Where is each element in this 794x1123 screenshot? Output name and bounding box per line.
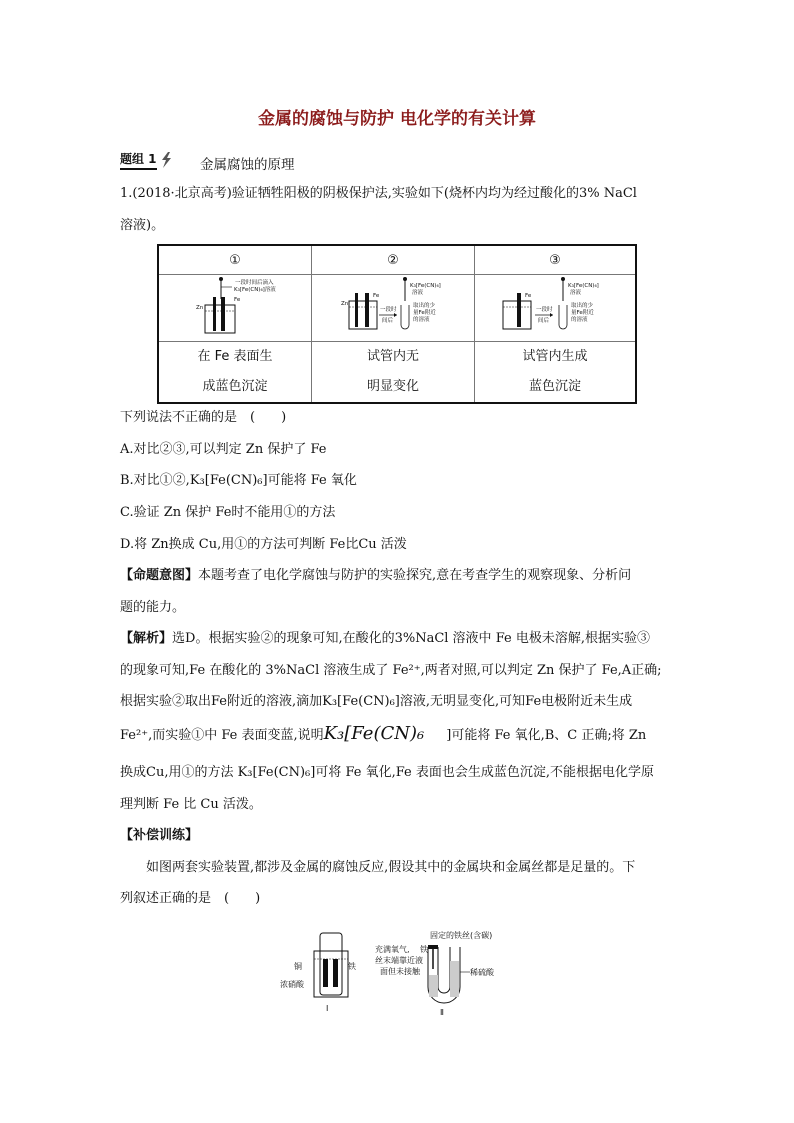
- q1-line2: 溶液)。: [120, 218, 165, 233]
- fig-wire-label: 固定的铁丝(含碳): [430, 931, 493, 940]
- fig-acid2-label: 稀硫酸: [470, 968, 494, 977]
- fig-label-1: I: [326, 1004, 329, 1013]
- d1-top-label: 一段时间后滴入: [235, 280, 274, 286]
- option-b: B.对比①②,K₃[Fe(CN)₆]可能将 Fe 氧化: [120, 473, 357, 488]
- analysis-line4a: Fe²⁺,而实验①中 Fe 表面变蓝,说明: [120, 728, 324, 743]
- result-2: [312, 342, 475, 404]
- result-3: [475, 342, 637, 404]
- diagram-3: [475, 275, 635, 337]
- diagram-2-cell: [312, 275, 475, 342]
- d3-reagent-label: K₃[Fe(CN)₆]: [568, 283, 599, 289]
- supplement-line1: 如图两套实验装置,都涉及金属的腐蚀反应,假设其中的金属块和金属丝都是足量的。下: [146, 860, 636, 875]
- supplement-label: 【补偿训练】: [120, 828, 199, 843]
- fig-o2-label2: 丝末端靠近液: [375, 956, 423, 965]
- page-title: 金属的腐蚀与防护 电化学的有关计算: [258, 109, 536, 129]
- q1-line1: 1.(2018·北京高考)验证牺牲阳极的阴极保护法,实验如下(烧杯内均为经过酸化的3% NaCl: [120, 186, 637, 201]
- intent-line2: 题的能力。: [120, 600, 186, 615]
- fig-acid1-label: 浓硝酸: [280, 980, 304, 989]
- d1-fe-label: Fe: [234, 297, 241, 303]
- group-badge: [120, 150, 173, 170]
- d1-reagent-label: K₃[Fe(CN)₆]溶液: [234, 287, 276, 293]
- fig-label-2: Ⅱ: [440, 1008, 444, 1015]
- diagram-1: [160, 275, 310, 337]
- d2-reagent-label: K₃[Fe(CN)₆]: [410, 283, 441, 289]
- col-header: ①: [158, 245, 312, 275]
- option-d: D.将 Zn换成 Cu,用①的方法可判断 Fe比Cu 活泼: [120, 537, 407, 552]
- d2-reagent-label2: 溶液: [412, 290, 424, 296]
- result-2-line2: 明显变化: [366, 379, 419, 394]
- result-2-line1: 试管内无: [366, 349, 419, 364]
- d3-arrow-label2: 间后: [538, 318, 550, 324]
- d3-take-label1: 取出的少: [571, 303, 594, 309]
- option-a: A.对比②③,可以判定 Zn 保护了 Fe: [120, 442, 327, 457]
- option-c: C.验证 Zn 保护 Fe时不能用①的方法: [120, 505, 336, 520]
- lightning-icon: [159, 152, 173, 168]
- analysis-paragraph: [120, 629, 650, 649]
- intent-text: 本题考查了电化学腐蚀与防护的实验探究,意在考查学生的观察现象、分析问: [198, 568, 632, 583]
- result-3-line1: 试管内生成: [522, 349, 588, 364]
- analysis-label: 【解析】: [120, 631, 173, 646]
- result-1-line2: 成蓝色沉淀: [202, 379, 268, 394]
- d3-take-label2: 量Fe附近: [571, 310, 594, 316]
- analysis-formula: K₃[Fe(CN)₆: [323, 723, 425, 744]
- group-title: 金属腐蚀的原理: [200, 157, 295, 173]
- d2-arrow-label2: 间后: [382, 318, 394, 324]
- analysis-line2: 的现象可知,Fe 在酸化的 3%NaCl 溶液生成了 Fe²⁺,两者对照,可以判定 Zn 保护了 Fe,A正确;: [120, 663, 662, 678]
- analysis-line5: 换成Cu,用①的方法 K₃[Fe(CN)₆]可将 Fe 氧化,Fe 表面也会生成蓝色沉淀,不能根据电化学原: [120, 765, 654, 780]
- analysis-line6: 理判断 Fe 比 Cu 活泼。: [120, 797, 262, 812]
- result-1: [158, 342, 312, 404]
- d2-take-label3: 的溶液: [413, 317, 430, 323]
- intent-paragraph: [120, 566, 631, 586]
- apparatus-figure: [280, 925, 530, 1015]
- d3-fe-label: Fe: [525, 293, 532, 299]
- diagram-1-cell: [158, 275, 312, 342]
- col-header: ③: [475, 245, 637, 275]
- experiment-table: [157, 244, 637, 404]
- diagram-3-cell: [475, 275, 637, 342]
- d2-zn-label: Zn: [341, 301, 349, 307]
- col-header: ②: [312, 245, 475, 275]
- result-1-line1: 在 Fe 表面生: [197, 349, 273, 364]
- analysis-text: 选D。根据实验②的现象可知,在酸化的3%NaCl 溶液中 Fe 电极未溶解,根据实验③: [172, 631, 650, 646]
- d3-reagent-label2: 溶液: [570, 290, 582, 296]
- d2-take-label1: 取出的少: [413, 303, 436, 309]
- result-3-line2: 蓝色沉淀: [528, 379, 581, 394]
- fig-o2-iron-label: 铁: [420, 945, 428, 954]
- analysis-line3: 根据实验②取出Fe附近的溶液,滴加K₃[Fe(CN)₆]溶液,无明显变化,可知Fe电极附近未生成: [120, 694, 633, 709]
- fig-o2-label1: 充满氧气,: [375, 945, 410, 954]
- d2-fe-label: Fe: [373, 293, 380, 299]
- fig-o2-label3: 面但未接触: [380, 967, 420, 976]
- d1-zn-label: Zn: [196, 305, 204, 311]
- fig-copper-label: 铜: [294, 962, 302, 971]
- intent-label: 【命题意图】: [120, 568, 199, 583]
- analysis-line4b: ]可能将 Fe 氧化,B、C 正确;将 Zn: [446, 728, 647, 743]
- fig-iron-label: 铁: [348, 962, 356, 971]
- d3-arrow-label1: 一段时: [536, 307, 553, 313]
- diagram-2: [313, 275, 473, 337]
- d3-take-label3: 的溶液: [571, 317, 588, 323]
- analysis-line4: [120, 724, 646, 746]
- q1-stem: 下列说法不正确的是 ( ): [120, 410, 287, 425]
- group-label: 题组 1: [120, 150, 157, 170]
- d2-take-label2: 量Fe附近: [413, 310, 436, 316]
- d2-arrow-label1: 一段时: [380, 307, 397, 313]
- supplement-line2: 列叙述正确的是 ( ): [120, 891, 261, 906]
